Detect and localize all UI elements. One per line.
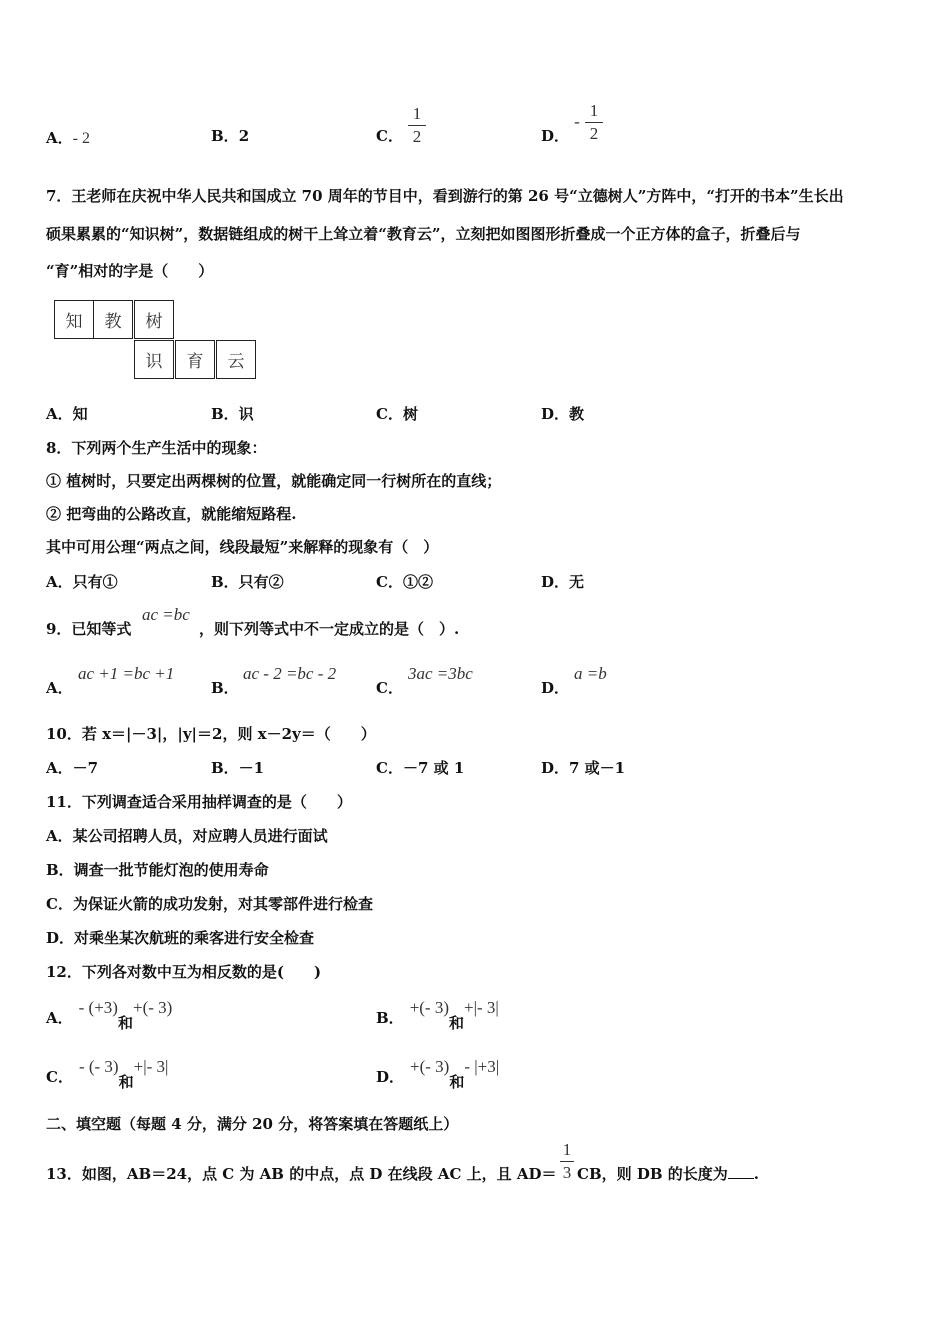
- q12-option-c: C．- (- 3)和+|- 3|: [46, 1057, 169, 1091]
- q7-option-b: B．识: [211, 405, 254, 423]
- q9-option-b-expr: ac - 2 =bc - 2: [243, 664, 337, 683]
- q7-text-line1: 7．王老师在庆祝中华人民共和国成立 70 周年的节目中，看到游行的第 26 号“立德树人”方阵中，“打开的书本”生长出: [46, 187, 844, 205]
- q10-option-a: A．－7: [46, 759, 99, 777]
- q6-option-d-sign: -: [574, 112, 580, 131]
- q11-text: 11．下列调查适合采用抽样调查的是（ ）: [46, 793, 352, 811]
- q12-option-b: B．+(- 3)和+|- 3|: [376, 998, 499, 1032]
- q8-option-c: C．①②: [376, 573, 433, 591]
- q11-option-d: D．对乘坐某次航班的乘客进行安全检查: [46, 929, 315, 947]
- q9-given-equation: ac =bc: [142, 605, 190, 624]
- q8-text-line3: ② 把弯曲的公路改直，就能缩短路程.: [46, 505, 297, 523]
- section-heading: 二、填空题（每题 4 分，满分 20 分，将答案填在答题纸上）: [46, 1115, 459, 1133]
- q6-option-d-fraction: 1 2: [585, 101, 603, 144]
- q9-option-a-label: A．: [46, 679, 73, 697]
- q8-option-a: A．只有①: [46, 573, 118, 591]
- q10-option-d: D．7 或－1: [541, 759, 626, 777]
- q9-text-post: ，则下列等式中不一定成立的是（ ）.: [199, 620, 460, 638]
- q7-text-line3: “育”相对的字是（ ）: [46, 262, 214, 280]
- q8-text-line2: ① 植树时，只要定出两棵树的位置，就能确定同一行树所在的直线；: [46, 472, 502, 490]
- q13-text-pre: 13．如图，AB＝24，点 C 为 AB 的中点，点 D 在线段 AC 上，且 AD＝: [46, 1165, 557, 1183]
- q12-text: 12．下列各对数中互为相反数的是( ): [46, 963, 322, 981]
- q7-option-c: C．树: [376, 405, 418, 423]
- q9-option-b-label: B．: [211, 679, 239, 697]
- q6-option-d-label: D．: [541, 127, 570, 145]
- q7-option-a: A．知: [46, 405, 88, 423]
- q10-option-c: C．－7 或 1: [376, 759, 465, 777]
- q9-option-a-expr: ac +1 =bc +1: [78, 664, 175, 683]
- q9-option-c-expr: 3ac =3bc: [408, 664, 473, 683]
- q12-option-a: A．- (+3)和+(- 3): [46, 998, 173, 1032]
- net-cell-yu: 育: [175, 340, 215, 379]
- q8-text-line1: 8．下列两个生产生活中的现象：: [46, 439, 267, 457]
- q12-option-d: D．+(- 3)和- |+3|: [376, 1057, 500, 1091]
- net-cell-yun: 云: [216, 340, 256, 379]
- q10-text: 10．若 x＝|－3|，|y|＝2，则 x－2y＝（ ）: [46, 725, 376, 743]
- q6-option-b: B．2: [211, 127, 250, 145]
- q6-option-c-fraction: 1 2: [408, 104, 426, 147]
- q10-option-b: B．－1: [211, 759, 265, 777]
- net-cell-shu: 树: [134, 300, 174, 339]
- q13-fraction: 1 3: [560, 1140, 574, 1183]
- q9-text-pre: 9．已知等式: [46, 620, 132, 638]
- q7-text-line2: 硕果累累的“知识树”，数据链组成的树干上耸立着“教育云”，立刻把如图图形折叠成一个正方体的盒子，折叠后与: [46, 225, 801, 243]
- q6-option-a: A．- 2: [46, 129, 90, 147]
- answer-blank[interactable]: [728, 1164, 754, 1179]
- q8-text-line4: 其中可用公理“两点之间，线段最短”来解释的现象有（ ）: [46, 538, 439, 556]
- q11-option-a: A．某公司招聘人员，对应聘人员进行面试: [46, 827, 328, 845]
- net-cell-jiao: 教: [93, 300, 133, 339]
- q6-option-c-label: C．: [376, 127, 403, 145]
- net-cell-zhi: 知: [54, 300, 94, 339]
- q9-option-d-label: D．: [541, 679, 570, 697]
- q11-option-c: C．为保证火箭的成功发射，对其零部件进行检查: [46, 895, 373, 913]
- q9-option-c-label: C．: [376, 679, 403, 697]
- q7-option-d: D．教: [541, 405, 585, 423]
- q11-option-b: B．调查一批节能灯泡的使用寿命: [46, 861, 269, 879]
- q9-option-d-expr: a =b: [574, 664, 607, 683]
- net-cell-shi: 识: [134, 340, 174, 379]
- q8-option-b: B．只有②: [211, 573, 284, 591]
- q13-text-post: CB，则 DB 的长度为 .: [577, 1165, 759, 1183]
- q8-option-d: D．无: [541, 573, 585, 591]
